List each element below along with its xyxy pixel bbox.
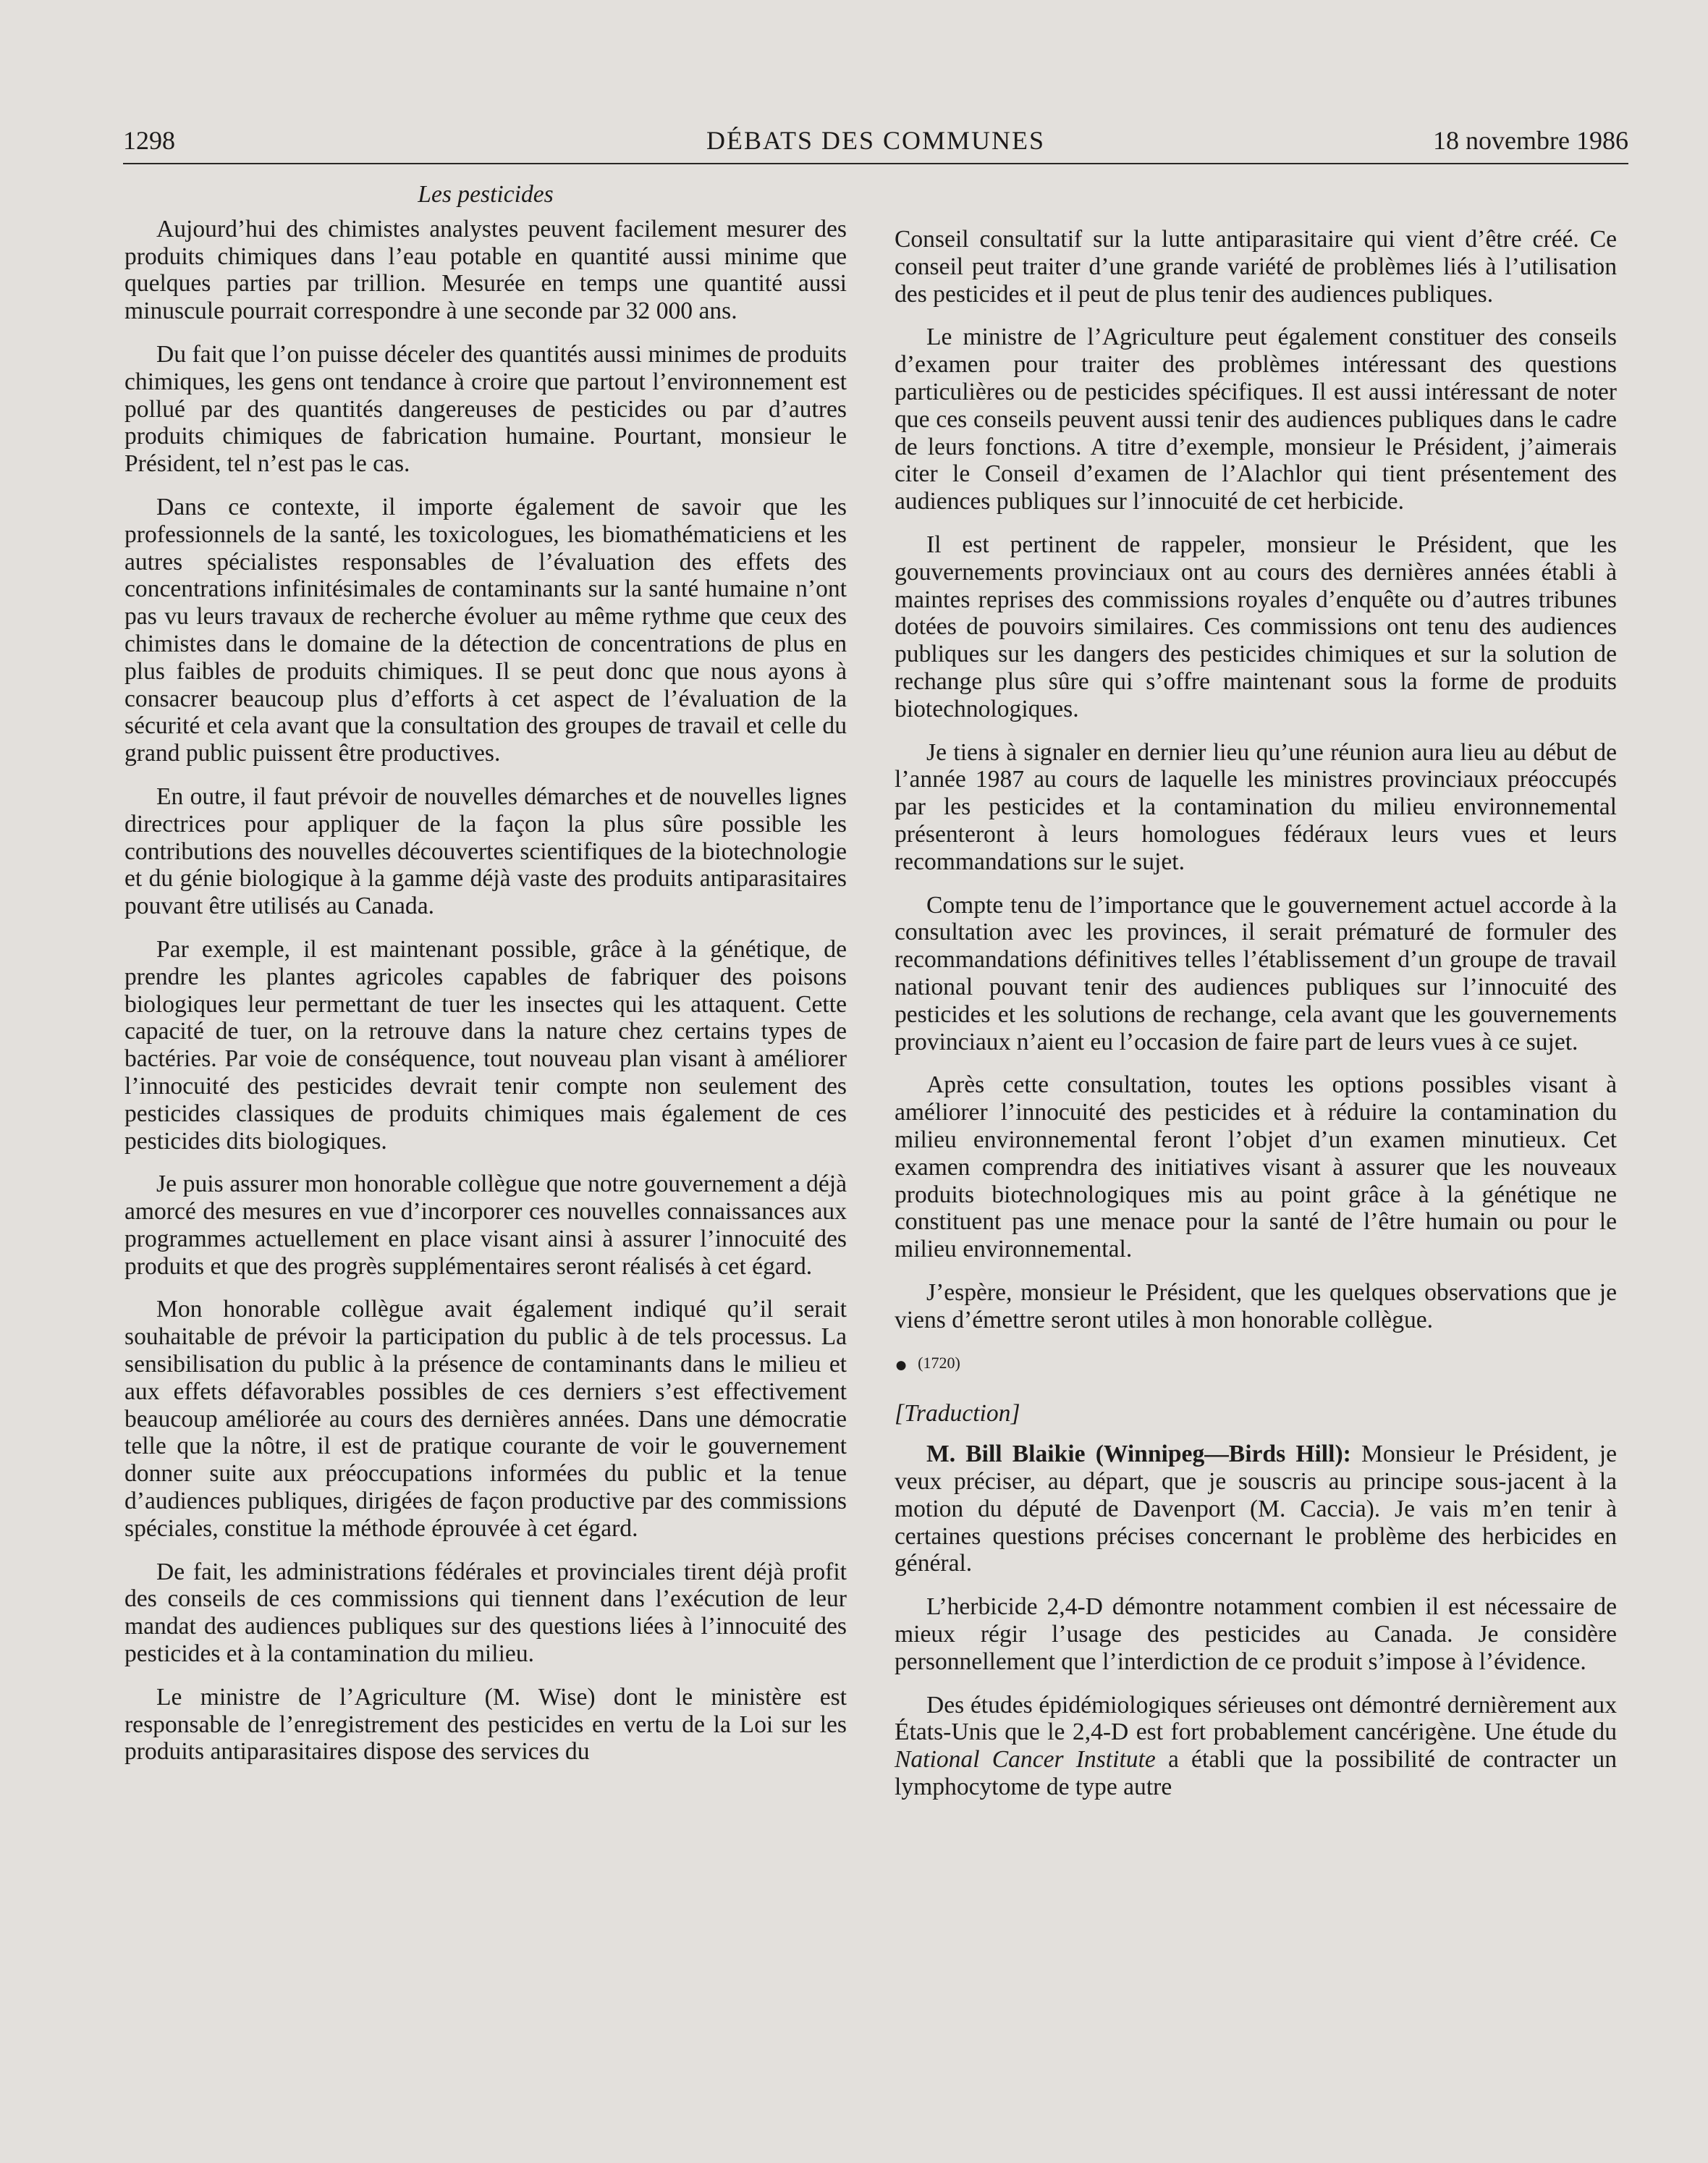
section-title: Les pesticides [418,181,554,208]
paragraph: En outre, il faut prévoir de nouvelles démarches et de nouvelles lignes directrices pour appliquer de la façon la plus sûre possible les contributions des nouvelles découvertes scientifiques de la biotechnologie et du génie biologique à la gamme déjà vaste des produits antiparasitaires pouvant être utilisés au Canada. [124,783,847,920]
paragraph: Le ministre de l’Agriculture peut également constituer des conseils d’examen pour traiter des problèmes intéressant des questions particulières ou de pesticides spécifiques. Il est aussi intéressant de noter que ces conseils peuvent aussi tenir des audiences publiques dans le cadre de leurs fonctions. A titre d’exemple, monsieur le Président, j’aimerais citer le Conseil d’examen de l’Alachlor qui tient présentement des audiences publiques sur l’innocuité de cet herbicide. [895,324,1617,515]
page-number: 1298 [123,126,175,155]
paragraph: Compte tenu de l’importance que le gouvernement actuel accorde à la consultation avec les provinces, il serait prématuré de formuler des recommandations définitives telles l’établissement d’un groupe de travail national pouvant tenir des audiences publiques sur l’innocuité des pesticides et les solutions de rechange, cela avant que les gouvernements provinciaux n’aient eu l’occasion de faire part de leurs vues à ce sujet. [895,891,1617,1055]
paragraph: J’espère, monsieur le Président, que les quelques observations que je viens d’émettre seront utiles à mon honorable collègue. [895,1278,1617,1333]
paragraph: Je tiens à signaler en dernier lieu qu’une réunion aura lieu au début de l’année 1987 au cours de laquelle les ministres provinciaux préoccupés par les pesticides et la contamination du milieu environnemental présenteront à leurs homologues fédéraux leurs vues et leurs recommandations sur le sujet. [895,738,1617,875]
paragraph: Il est pertinent de rappeler, monsieur le Président, que les gouvernements provinciaux ont au cours des dernières années établi à maintes reprises des commissions royales d’enquête ou d’autres tribunes dotées de pouvoirs similaires. Ces commissions ont tenu des audiences publiques sur les dangers des pesticides chimiques et sur la solution de rechange plus sûre qui s’offre maintenant sous la forme de produits biotechnologiques. [895,531,1617,722]
paragraph-text: a établi que la possibilité de contracter un lymphocytome de type autre [895,1746,1617,1800]
time-marker [895,1349,1617,1378]
publication-title: DÉBATS DES COMMUNES [706,126,1046,155]
speech-text: Monsieur le Président, je veux préciser, au départ, que je souscris au principe sous-jacent à la motion du député de Davenport (M. Caccia). Je vais m’en tenir à certaines questions précises concernant le problème des herbicides en général. [895,1441,1617,1577]
paragraph: De fait, les administrations fédérales et provinciales tirent déjà profit des conseils de ces commissions qui tiennent dans l’exécution de leur mandat des audiences publiques sur des questions liées à l’innocuité des pesticides et à la contamination du milieu. [124,1558,847,1668]
translation-label: [Traduction] [895,1400,1020,1428]
speech-paragraph [895,1441,1617,1577]
paragraph: Je puis assurer mon honorable collègue que notre gouvernement a déjà amorcé des mesures en vue d’incorporer ces nouvelles connaissances aux programmes actuellement en place visant ainsi à assurer l’innocuité des produits et que des progrès supplémentaires seront réalisés à cet égard. [124,1171,847,1280]
left-column [124,181,847,1782]
speaker-name: M. Bill Blaikie (Winnipeg—Birds Hill): [926,1441,1351,1468]
paragraph: Aujourd’hui des chimistes analystes peuvent facilement mesurer des produits chimiques dans l’eau potable en quantité aussi minime que quelques parties par trillion. Mesurée en temps une quantité aussi minuscule pourrait correspondre à une seconde par 32 000 ans. [124,215,847,325]
time-marker-label: (1720) [918,1354,960,1373]
page-header [123,122,1628,159]
paragraph: Par exemple, il est maintenant possible, grâce à la génétique, de prendre les plantes agricoles capables de fabriquer des poisons biologiques leur permettant de tuer les insectes qui les attaquent. Cette capacité de tuer, on la retrouve dans la nature chez certains types de bactéries. Par voie de conséquence, tout nouveau plan visant à améliorer l’innocuité des pesticides devrait tenir compte non seulement des pesticides classiques de produits chimiques mais également de ces pesticides dits biologiques. [124,935,847,1155]
paragraph [895,1692,1617,1801]
paragraph-text: Des études épidémiologiques sérieuses ont démontré dernièrement aux États-Unis que le 2,4-D est fort probablement cancérigène. Une étude du [895,1691,1617,1746]
paragraph: Mon honorable collègue avait également indiqué qu’il serait souhaitable de prévoir la participation du public à de tels processus. La sensibilisation du public à la présence de contaminants dans le milieu et aux effets défavorables possibles de ces derniers s’est effectivement beaucoup améliorée au cours des dernières années. Dans une démocratie telle que la nôtre, il est de pratique courante de voir le gouvernement donner suite aux préoccupations informées du public et la tenue d’audiences publiques, dirigées de façon productive par des commissions spéciales, constitue la méthode éprouvée à cet égard. [124,1296,847,1542]
header-rule [123,163,1628,164]
institution-name: National Cancer Institute [895,1746,1156,1774]
paragraph: Dans ce contexte, il importe également de savoir que les professionnels de la santé, les toxicologues, les biomathématiciens et les autres spécialistes responsables de l’évaluation des effets des concentrations infinitésimales de contaminants sur la santé humaine n’ont pas vu leurs travaux de recherche évoluer au même rythme que ceux des chimistes dans le domaine de la détection de concentrations de plus en plus faibles de produits chimiques. Il se peut donc que nous ayons à consacrer beaucoup plus d’efforts à cet aspect de l’évaluation de la sécurité et cela avant que la consultation des groupes de travail et celle du grand public puissent être productives. [124,493,847,767]
paragraph: Conseil consultatif sur la lutte antiparasitaire qui vient d’être créé. Ce conseil peut traiter d’une grande variété de problèmes liés à l’utilisation des pesticides et il peut de plus tenir des audiences publiques. [895,226,1617,308]
paragraph: Après cette consultation, toutes les options possibles visant à améliorer l’innocuité des pesticides et à réduire la contamination du milieu environnemental feront l’objet d’un examen minutieux. Cet examen comprendra des initiatives visant à assurer que les nouveaux produits biotechnologiques mis au point grâce à la génétique ne constituent pas une menace pour la santé de l’être humain ou pour le milieu environnemental. [895,1071,1617,1263]
bullet-icon: ● [895,1352,908,1377]
paragraph: Le ministre de l’Agriculture (M. Wise) dont le ministère est responsable de l’enregistrement des pesticides en vertu de la Loi sur les produits antiparasitaires dispose des services du [124,1683,847,1766]
paragraph: L’herbicide 2,4-D démontre notamment combien il est nécessaire de mieux régir l’usage des pesticides au Canada. Je considère personnellement que l’interdiction de ce produit s’impose à l’évidence. [895,1593,1617,1675]
paragraph: Du fait que l’on puisse déceler des quantités aussi minimes de produits chimiques, les gens ont tendance à croire que partout l’environnement est pollué par des quantités dangereuses de pesticides ou par d’autres produits chimiques de fabrication humaine. Pourtant, monsieur le Président, tel n’est pas le cas. [124,340,847,478]
right-column [895,226,1617,1817]
page-date: 18 novembre 1986 [1433,126,1628,155]
